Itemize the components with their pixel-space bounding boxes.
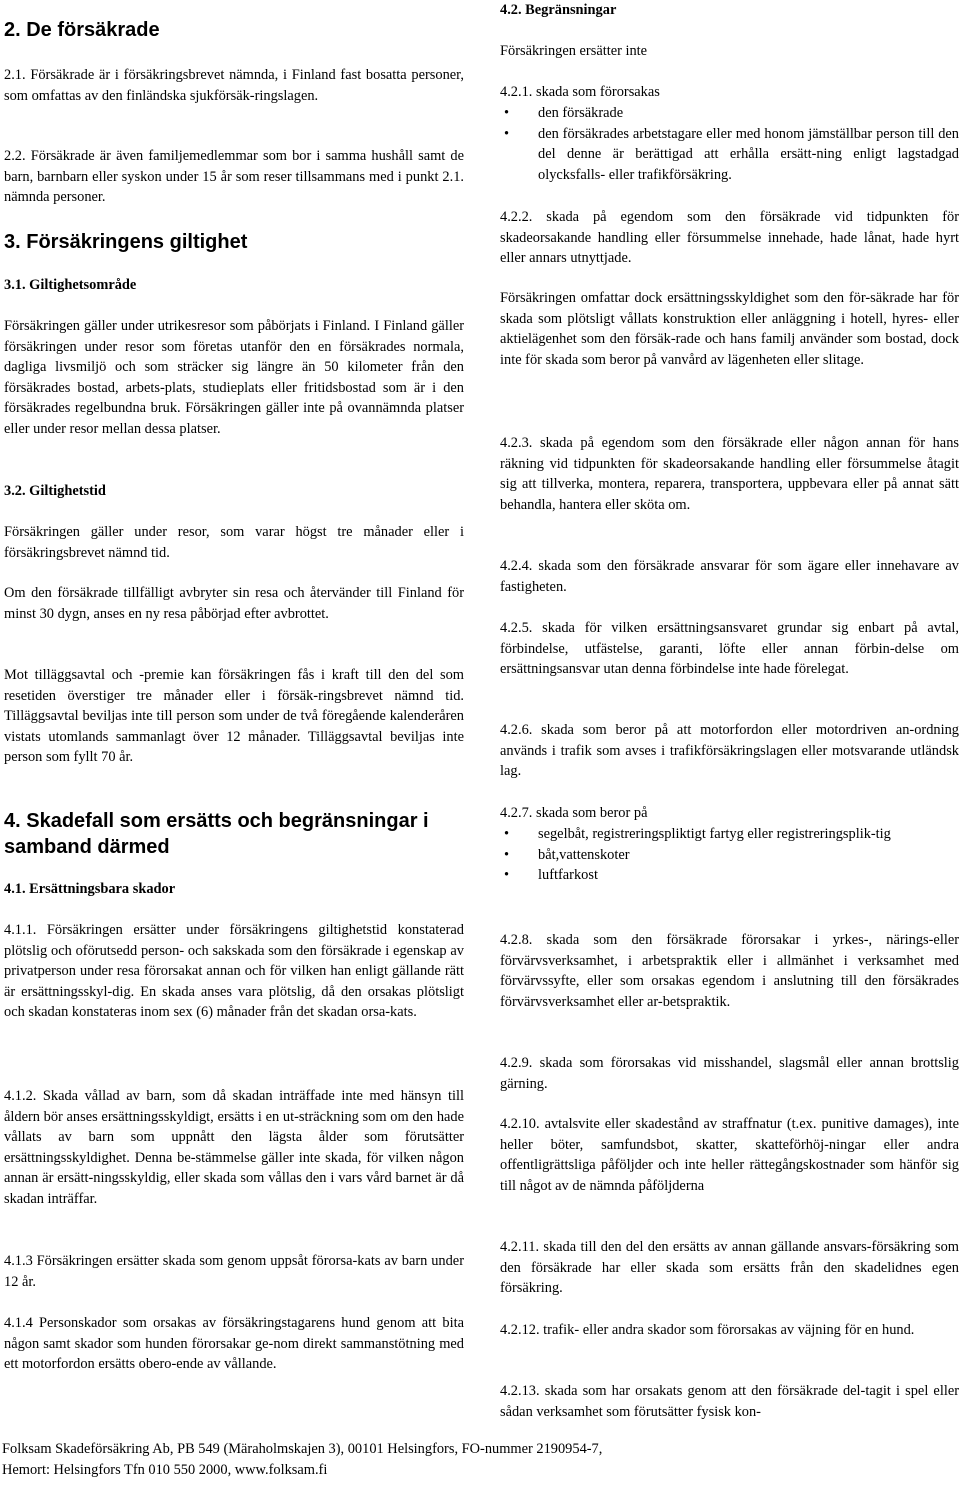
- paragraph-4-2-8: 4.2.8. skada som den försäkrade förorsakar i yrkes-, närings-eller förvärvsverksamhet, i arbetspraktik eller i allmänhet i verksamhet med förvärvssyfte, eller som orsakas egendom i anslutning till den försäkrades förvärvsverksamhet eller ar-betspraktik.: [500, 932, 959, 1010]
- list-item: • segelbåt, registreringspliktigt fartyg eller registreringsplik-tig: [500, 824, 959, 845]
- paragraph-4-2-6: 4.2.6. skada som beror på att motorfordon eller motordriven an-ordning används i trafik som avses i trafikförsäkringslagen eller motsvarande utländsk lag.: [500, 722, 959, 780]
- paragraph-4-2-5: 4.2.5. skada för vilken ersättningsansvaret grundar sig enbart på avtal, förbindelse, utfästelse, garanti, löfte eller annan förbin-delse om ersättningsansvar utan denna förbindelse inte hade förelegat.: [500, 620, 959, 678]
- paragraph-4-2-11: 4.2.11. skada till den del den ersätts av annan gällande ansvars-försäkring som den försäkrade har eller skada som ersätts från den skadelidnes egen försäkring.: [500, 1239, 959, 1297]
- paragraph-3-1: Försäkringen gäller under utrikesresor som påbörjats i Finland. I Finland gäller försäkringen under resor som företas utanför den en försäkrades normala, dagliga livsmiljö och som sträcker sig längre än 50 kilometer från den försäkrades bostad, arbets-plats, studieplats eller fritidsbostad som är i den försäkrades regelbundna bruk. Försäkringen gäller inte på ovannämnda platser eller under resor mellan dessa platser.: [4, 318, 464, 437]
- paragraph-4-2-7: 4.2.7. skada som beror på: [500, 805, 648, 821]
- page-footer: [2, 1439, 952, 1480]
- bullet-icon: •: [504, 826, 510, 842]
- paragraph-4-1-4: 4.1.4 Personskador som orsakas av försäkringstagarens hund genom att bita någon samt skador som hunden förorsakar ge-nom direkt sammanstötning med ett motorfordon ersätts obero-ende av vållande.: [4, 1315, 464, 1373]
- paragraph-4-2-2: 4.2.2. skada på egendom som den försäkrade vid tidpunkten för skadeorsakande handling eller försummelse innehade, hade lånat, hade hyrt eller annars utnyttjade.: [500, 209, 959, 267]
- paragraph-4-2-10: 4.2.10. avtalsvite eller skadestånd av straffnatur (t.ex. punitive damages), inte heller böter, samfundsbot, skatter, skatteförhöj-ningar eller andra offentligrättsliga påföljder och inte heller rättegångskostnader som hänför sig till något av de nämnda påföljderna: [500, 1116, 959, 1194]
- bullet-icon: •: [504, 867, 510, 884]
- heading-4-2: 4.2. Begränsningar: [500, 2, 617, 18]
- list-item: • luftfarkost: [500, 865, 959, 886]
- list-item: • båt,vattenskoter: [500, 845, 959, 866]
- paragraph-4-1-2: 4.1.2. Skada vållad av barn, som då skadan inträffade inte med hänsyn till åldern bör anses ersättningsskyldigt, ersätts i en ut-sträckning som om den hade vållats av barn som uppnått den lägsta ålder som förutsätter ersättningsskyldighet. Denna be-stämmelse gäller inte skada, för vilken någon annan är ersätt-ningsskyldig, eller skada som vållas den i vars vård barnet är då skadan inträffar.: [4, 1088, 464, 1207]
- paragraph-4-1-3: 4.1.3 Försäkringen ersätter skada som genom uppsåt förorsa-kats av barn under 12 år.: [4, 1253, 464, 1290]
- heading-4-1: 4.1. Ersättningsbara skador: [4, 881, 176, 897]
- list-4-2-1: [500, 103, 959, 185]
- paragraph-3-2b: Om den försäkrade tillfälligt avbryter sin resa och återvänder till Finland för minst 30 dygn, anses en ny resa påbörjad efter avbrottet.: [4, 585, 464, 622]
- paragraph-2-1: 2.1. Försäkrade är i försäkringsbrevet nämnda, i Finland fast bosatta personer, som omfattas av den finländska sjukförsäk-ringslagen.: [4, 67, 464, 104]
- paragraph-4-2-1: 4.2.1. skada som förorsakas: [500, 84, 660, 100]
- list-4-2-7: [500, 824, 959, 886]
- paragraph-4-2-3: 4.2.3. skada på egendom som den försäkrade eller någon annan för hans räkning vid tidpunkten för skadeorsakande handling eller försummelse åtagit sig att tillverka, montera, reparera, transportera, uppbevara eller på annat sätt behandla, hantera eller sköta om.: [500, 435, 959, 513]
- paragraph-4-2-4: 4.2.4. skada som den försäkrade ansvarar för som ägare eller innehavare av fastigheten.: [500, 558, 959, 595]
- paragraph-2-2: 2.2. Försäkrade är även familjemedlemmar som bor i samma hushåll samt de barn, barnbarn eller syskon under 15 år som reser tillsammans med i punkt 2.1. nämnda personer.: [4, 148, 464, 206]
- paragraph-4-1-1: 4.1.1. Försäkringen ersätter under försäkringens giltighetstid konstaterad plötslig och oförutsedd person- och sakskada som den försäkrade i egenskap av privatperson under resa förorsakat annan och för vilken han enligt gällande rätt är ersättningsskyl-dig. En skada anses vara plötslig, då den orsakas plötsligt och skadan konstateras inom sex (6) månader från det skadan orsa-kats.: [4, 922, 464, 1021]
- list-item: • den försäkrade: [500, 103, 959, 124]
- paragraph-4-2-intro: Försäkringen ersätter inte: [500, 43, 648, 59]
- heading-4: 4. Skadefall som ersätts och begränsningar i samband därmed: [4, 810, 429, 858]
- bullet-icon: •: [504, 125, 510, 142]
- heading-3-1: 3.1. Giltighetsområde: [4, 277, 137, 293]
- bullet-icon: •: [504, 105, 510, 121]
- paragraph-4-2-9: 4.2.9. skada som förorsakas vid misshandel, slagsmål eller annan brottslig gärning.: [500, 1055, 959, 1092]
- footer-line-company: Folksam Skadeförsäkring Ab, PB 549 (Märaholmskajen 3), 00101 Helsingfors, FO-nummer 2190954-7,: [2, 1441, 603, 1457]
- footer-line-contact: Hemort: Helsingfors Tfn 010 550 2000, www.folksam.fi: [2, 1461, 328, 1478]
- heading-3-2: 3.2. Giltighetstid: [4, 483, 106, 499]
- heading-3: 3. Försäkringens giltighet: [4, 231, 248, 253]
- paragraph-3-2c: Mot tilläggsavtal och -premie kan försäkringen fås i kraft till den del som resetiden överstiger tre månader eller i försäk-ringsbrevet nämnd tid. Tilläggsavtal beviljas inte till person som under de två föregående kalenderåren vistats utomlands sammanlagt över 12 månader. Tilläggsavtal beviljas inte person som fyllt 70 år.: [4, 667, 464, 766]
- paragraph-3-2a: Försäkringen gäller under resor, som varar högst tre månader eller i försäkringsbrevet nämnd tid.: [4, 524, 464, 561]
- list-item: • den försäkrades arbetstagare eller med honom jämställbar person till den del denne är berättigad att erhålla ersätt-ning enligt lagstadgad olycksfalls- eller trafikförsäkring.: [504, 125, 959, 183]
- paragraph-4-2-12: 4.2.12. trafik- eller andra skador som förorsakas av väjning för en hund.: [500, 1322, 915, 1338]
- heading-2: 2. De försäkrade: [4, 19, 160, 41]
- paragraph-4-2-2b: Försäkringen omfattar dock ersättningsskyldighet som den för-säkrade har för skada som plötsligt vållats konstruktion eller anläggning i hotell, hyres- eller aktielägenhet som den försäk-rade och hans familj använder som bostad, dock inte för skada som beror på vanvård av lägenheten eller slitage.: [500, 290, 959, 368]
- bullet-icon: •: [504, 846, 510, 863]
- paragraph-4-2-13: 4.2.13. skada som har orsakats genom att den försäkrade del-tagit i spel eller sådan verksamhet som förutsätter fysisk kon-: [500, 1383, 959, 1420]
